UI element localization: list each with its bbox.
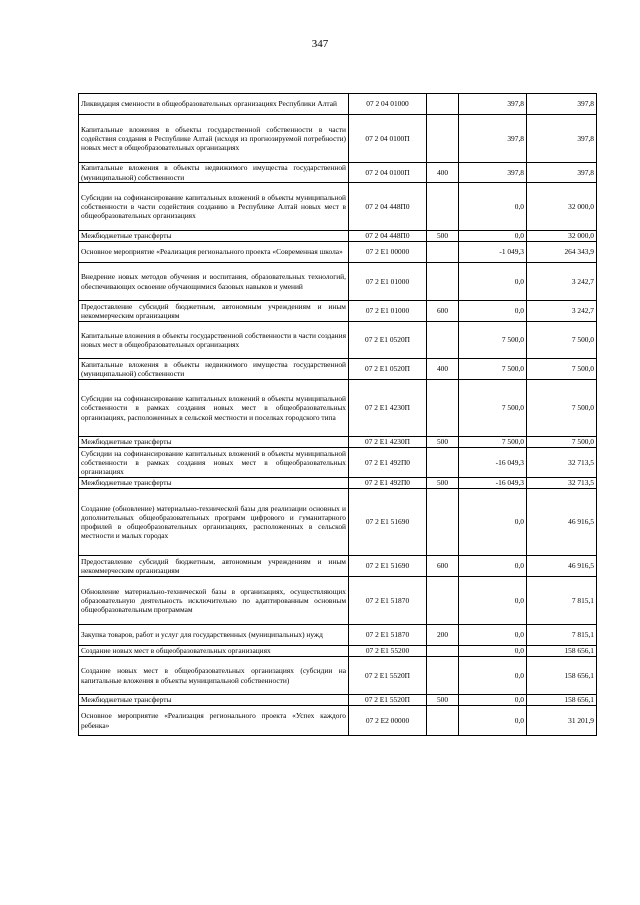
row-name-cell: Предоставление субсидий бюджетным, автономным учреждениям и иным некоммерческим организациям — [79, 556, 349, 577]
row-code-cell: 07 2 E1 4230П — [349, 380, 427, 437]
table-row — [79, 183, 597, 231]
row-value-1-cell: 0,0 — [459, 263, 527, 301]
row-value-2-cell: 46 916,5 — [527, 489, 597, 556]
row-name-cell: Субсидии на софинансирование капитальных вложений в объекты муниципальной собственности в рамках создания новых мест в общеобразовательных организациях — [79, 448, 349, 478]
row-code-cell: 07 2 E1 5520П — [349, 657, 427, 695]
row-name-cell: Субсидии на софинансирование капитальных вложений в объекты муниципальной собственности в части содействия созданию в Республике Алтай новых мест в общеобразовательных организациях — [79, 183, 349, 231]
table-row — [79, 242, 597, 263]
row-value-1-cell: 0,0 — [459, 489, 527, 556]
row-code-cell: 07 2 04 448П0 — [349, 231, 427, 242]
row-value-1-cell: 0,0 — [459, 301, 527, 322]
table-row — [79, 646, 597, 657]
budget-table-body — [79, 94, 597, 736]
row-vr-cell — [427, 94, 459, 115]
row-code-cell: 07 2 E1 00000 — [349, 242, 427, 263]
row-vr-cell: 400 — [427, 359, 459, 380]
row-vr-cell — [427, 183, 459, 231]
row-name-cell: Капитальные вложения в объекты государственной собственности в части содействия создания в Республике Алтай (исходя из прогнозируемой потребности) новых мест в общеобразовательных организациях — [79, 115, 349, 163]
row-value-1-cell: 0,0 — [459, 695, 527, 706]
row-code-cell: 07 2 04 0100П — [349, 115, 427, 163]
row-value-2-cell: 32 713,5 — [527, 448, 597, 478]
row-value-1-cell: 397,8 — [459, 115, 527, 163]
row-vr-cell: 500 — [427, 437, 459, 448]
row-value-2-cell: 7 815,1 — [527, 577, 597, 625]
row-value-1-cell: 0,0 — [459, 231, 527, 242]
row-value-2-cell: 158 656,1 — [527, 695, 597, 706]
row-value-2-cell: 397,8 — [527, 163, 597, 183]
row-value-1-cell: 7 500,0 — [459, 322, 527, 359]
row-value-2-cell: 7 500,0 — [527, 380, 597, 437]
row-value-1-cell: 0,0 — [459, 657, 527, 695]
row-value-1-cell: 7 500,0 — [459, 380, 527, 437]
row-value-2-cell: 3 242,7 — [527, 301, 597, 322]
row-code-cell: 07 2 E1 51870 — [349, 625, 427, 646]
row-name-cell: Обновление материально-технической базы в организациях, осуществляющих образовательную деятельность исключительно по адаптированным основным общеобразовательным программам — [79, 577, 349, 625]
row-name-cell: Основное мероприятие «Реализация регионального проекта «Успех каждого ребенка» — [79, 706, 349, 736]
table-row — [79, 263, 597, 301]
row-name-cell: Создание (обновление) материально-технической базы для реализации основных и дополнительных общеобразовательных программ цифрового и гуманитарного профилей в общеобразовательных организациях, расположенных в сельской местности и малых городах — [79, 489, 349, 556]
row-vr-cell — [427, 448, 459, 478]
row-value-2-cell: 264 343,9 — [527, 242, 597, 263]
row-value-1-cell: 397,8 — [459, 163, 527, 183]
row-code-cell: 07 2 E1 492П0 — [349, 478, 427, 489]
table-row — [79, 625, 597, 646]
row-name-cell: Межбюджетные трансферты — [79, 478, 349, 489]
row-value-1-cell: -1 049,3 — [459, 242, 527, 263]
row-value-2-cell: 7 500,0 — [527, 322, 597, 359]
row-vr-cell: 600 — [427, 556, 459, 577]
row-vr-cell — [427, 322, 459, 359]
table-row — [79, 577, 597, 625]
table-row — [79, 556, 597, 577]
row-value-1-cell: 0,0 — [459, 706, 527, 736]
row-vr-cell — [427, 489, 459, 556]
row-value-1-cell: -16 049,3 — [459, 448, 527, 478]
table-row — [79, 695, 597, 706]
table-row — [79, 115, 597, 163]
table-row — [79, 359, 597, 380]
row-vr-cell — [427, 380, 459, 437]
row-code-cell: 07 2 E1 01000 — [349, 263, 427, 301]
row-vr-cell: 400 — [427, 163, 459, 183]
row-code-cell: 07 2 E1 5520П — [349, 695, 427, 706]
table-row — [79, 94, 597, 115]
row-name-cell: Основное мероприятие «Реализация регионального проекта «Современная школа» — [79, 242, 349, 263]
row-value-1-cell: 0,0 — [459, 625, 527, 646]
row-code-cell: 07 2 E1 0520П — [349, 359, 427, 380]
row-name-cell: Создание новых мест в общеобразовательных организациях — [79, 646, 349, 657]
row-value-2-cell: 3 242,7 — [527, 263, 597, 301]
table-row — [79, 322, 597, 359]
row-name-cell: Ликвидация сменности в общеобразовательных организациях Республики Алтай — [79, 94, 349, 115]
row-name-cell: Субсидии на софинансирование капитальных вложений в объекты муниципальной собственности в рамках создания новых мест в общеобразовательных организациях, расположенных в сельской местности и поселках городского типа — [79, 380, 349, 437]
page-number: 347 — [311, 38, 329, 50]
row-vr-cell — [427, 657, 459, 695]
row-vr-cell — [427, 577, 459, 625]
row-vr-cell: 500 — [427, 231, 459, 242]
row-code-cell: 07 2 E2 00000 — [349, 706, 427, 736]
row-vr-cell: 500 — [427, 695, 459, 706]
row-name-cell: Капитальные вложения в объекты государственной собственности в части создания новых мест в общеобразовательных организациях — [79, 322, 349, 359]
row-value-1-cell: 7 500,0 — [459, 359, 527, 380]
row-value-2-cell: 158 656,1 — [527, 646, 597, 657]
row-value-1-cell: 0,0 — [459, 556, 527, 577]
table-row — [79, 706, 597, 736]
row-value-2-cell: 7 815,1 — [527, 625, 597, 646]
row-code-cell: 07 2 E1 0520П — [349, 322, 427, 359]
row-value-1-cell: 7 500,0 — [459, 437, 527, 448]
table-row — [79, 478, 597, 489]
table-row — [79, 448, 597, 478]
row-name-cell: Закупка товаров, работ и услуг для государственных (муниципальных) нужд — [79, 625, 349, 646]
row-value-1-cell: 0,0 — [459, 577, 527, 625]
row-value-2-cell: 32 713,5 — [527, 478, 597, 489]
row-vr-cell — [427, 646, 459, 657]
row-value-1-cell: 397,8 — [459, 94, 527, 115]
row-code-cell: 07 2 04 448П0 — [349, 183, 427, 231]
row-vr-cell — [427, 706, 459, 736]
table-row — [79, 437, 597, 448]
table-row — [79, 301, 597, 322]
row-code-cell: 07 2 E1 51690 — [349, 556, 427, 577]
row-vr-cell: 500 — [427, 478, 459, 489]
row-value-2-cell: 32 000,0 — [527, 183, 597, 231]
table-row — [79, 380, 597, 437]
row-name-cell: Создание новых мест в общеобразовательных организациях (субсидии на капитальные вложения в объекты муниципальной собственности) — [79, 657, 349, 695]
budget-table — [78, 93, 597, 736]
row-name-cell: Внедрение новых методов обучения и воспитания, образовательных технологий, обеспечивающих освоение обучающимися базовых навыков и умений — [79, 263, 349, 301]
row-vr-cell — [427, 242, 459, 263]
row-code-cell: 07 2 04 0100П — [349, 163, 427, 183]
row-value-2-cell: 397,8 — [527, 115, 597, 163]
table-row — [79, 231, 597, 242]
row-value-1-cell: 0,0 — [459, 183, 527, 231]
row-name-cell: Межбюджетные трансферты — [79, 437, 349, 448]
row-vr-cell — [427, 115, 459, 163]
row-name-cell: Капитальные вложения в объекты недвижимого имущества государственной (муниципальной) собственности — [79, 359, 349, 380]
row-value-2-cell: 32 000,0 — [527, 231, 597, 242]
row-vr-cell: 600 — [427, 301, 459, 322]
row-code-cell: 07 2 E1 01000 — [349, 301, 427, 322]
row-name-cell: Предоставление субсидий бюджетным, автономным учреждениям и иным некоммерческим организациям — [79, 301, 349, 322]
row-value-2-cell: 31 201,9 — [527, 706, 597, 736]
row-code-cell: 07 2 E1 492П0 — [349, 448, 427, 478]
row-name-cell: Капитальные вложения в объекты недвижимого имущества государственной (муниципальной) собственности — [79, 163, 349, 183]
row-value-1-cell: -16 049,3 — [459, 478, 527, 489]
row-vr-cell — [427, 263, 459, 301]
row-name-cell: Межбюджетные трансферты — [79, 695, 349, 706]
row-code-cell: 07 2 E1 4230П — [349, 437, 427, 448]
table-row — [79, 489, 597, 556]
row-value-2-cell: 397,8 — [527, 94, 597, 115]
row-code-cell: 07 2 04 01000 — [349, 94, 427, 115]
row-name-cell: Межбюджетные трансферты — [79, 231, 349, 242]
row-value-1-cell: 0,0 — [459, 646, 527, 657]
row-code-cell: 07 2 E1 55200 — [349, 646, 427, 657]
row-value-2-cell: 7 500,0 — [527, 359, 597, 380]
row-code-cell: 07 2 E1 51870 — [349, 577, 427, 625]
row-value-2-cell: 158 656,1 — [527, 657, 597, 695]
table-row — [79, 657, 597, 695]
row-code-cell: 07 2 E1 51690 — [349, 489, 427, 556]
row-value-2-cell: 7 500,0 — [527, 437, 597, 448]
table-row — [79, 163, 597, 183]
row-vr-cell: 200 — [427, 625, 459, 646]
row-value-2-cell: 46 916,5 — [527, 556, 597, 577]
